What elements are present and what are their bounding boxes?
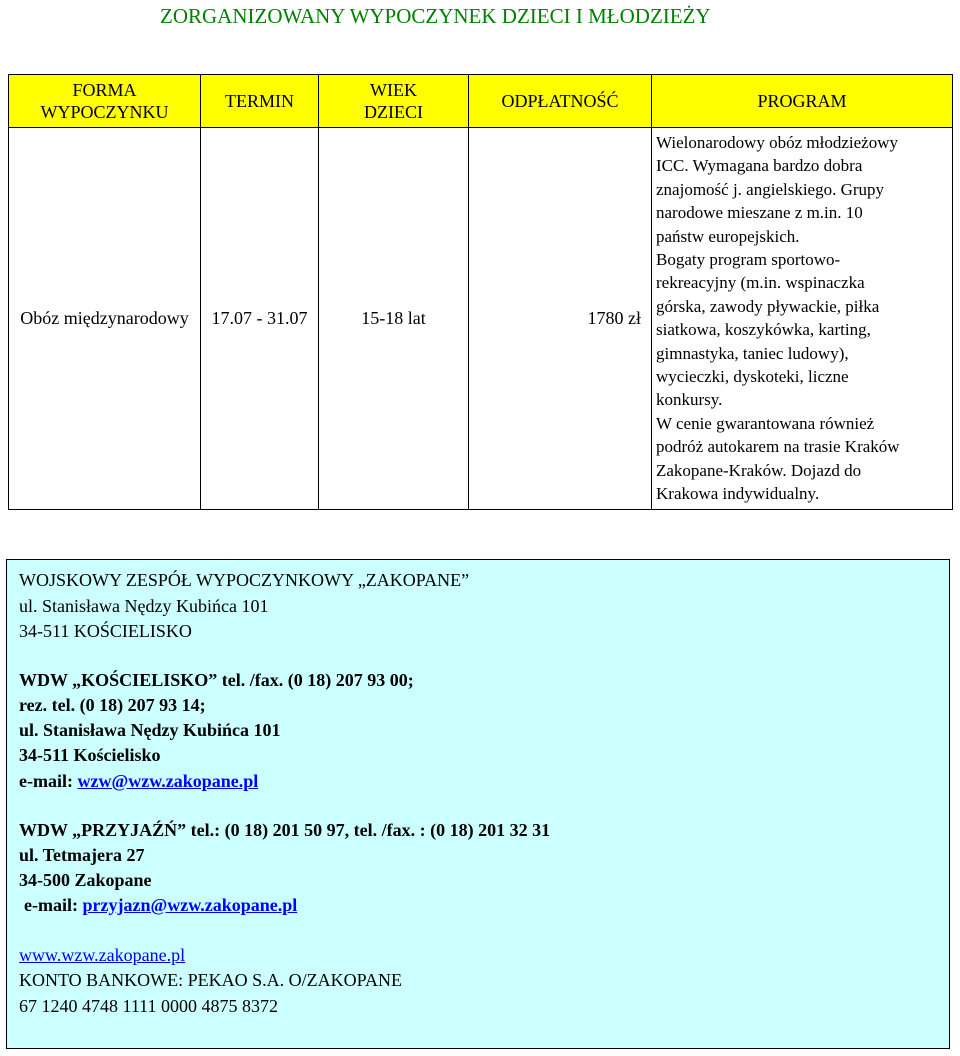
offer-table	[8, 74, 953, 510]
program-line: gimnastyka, taniec ludowy),	[656, 343, 849, 363]
bank-account: 67 1240 4748 1111 0000 4875 8372	[19, 996, 278, 1016]
program-line: Zakopane-Kraków. Dojazd do	[656, 460, 862, 480]
cell-term: 17.07 - 31.07	[201, 128, 319, 510]
program-line: Wielonarodowy obóz młodzieżowy	[656, 133, 898, 152]
program-line: konkursy.	[656, 390, 723, 410]
email-link-przyjazn[interactable]: przyjazn@wzw.zakopane.pl	[82, 895, 298, 915]
wdw-koscielisko-email-line	[19, 771, 258, 792]
contact-box	[6, 559, 950, 1049]
wdw-koscielisko-city: 34-511 Kościelisko	[19, 745, 161, 765]
program-line: podróż autokarem na trasie Kraków	[656, 437, 900, 457]
org-street: ul. Stanisława Nędzy Kubińca 101	[19, 596, 269, 616]
wdw-przyjazn-city: 34-500 Zakopane	[19, 870, 152, 890]
wdw-przyjazn-street: ul. Tetmajera 27	[19, 845, 145, 865]
wdw-przyjazn-phone: WDW „PRZYJAŹŃ” tel.: (0 18) 201 50 97, tel. /fax. : (0 18) 201 32 31	[19, 820, 551, 840]
program-line: siatkowa, koszykówka, karting,	[656, 320, 871, 340]
program-line: rekreacyjny (m.in. wspinaczka	[656, 273, 865, 293]
wdw-przyjazn-email-line	[24, 895, 297, 916]
org-name: WOJSKOWY ZESPÓŁ WYPOCZYNKOWY „ZAKOPANE”	[19, 570, 470, 590]
program-line: W cenie gwarantowana również	[656, 413, 875, 433]
wdw-koscielisko-street: ul. Stanisława Nędzy Kubińca 101	[19, 720, 281, 740]
program-line: narodowe mieszane z m.in. 10	[656, 203, 863, 223]
email-label: e-mail:	[24, 895, 83, 915]
wdw-koscielisko-phone: WDW „KOŚCIELISKO” tel. /fax. (0 18) 207 93 00;	[19, 670, 414, 690]
program-line: górska, zawody pływackie, piłka	[656, 296, 880, 316]
header-program: PROGRAM	[652, 75, 953, 128]
cell-age: 15-18 lat	[319, 128, 469, 510]
program-line: wycieczki, dyskoteki, liczne	[656, 367, 849, 387]
header-age: WIEK DZIECI	[319, 75, 469, 128]
header-form: FORMA WYPOCZYNKU	[9, 75, 201, 128]
cell-program	[652, 128, 953, 510]
program-line: Krakowa indywidualny.	[656, 484, 820, 504]
page-title: ZORGANIZOWANY WYPOCZYNEK DZIECI I MŁODZIEŻY	[160, 4, 711, 28]
table-row	[9, 128, 953, 510]
org-city: 34-511 KOŚCIELISKO	[19, 621, 192, 641]
website-link[interactable]: www.wzw.zakopane.pl	[19, 945, 186, 965]
header-fee: ODPŁATNOŚĆ	[469, 75, 652, 128]
website-line	[19, 945, 185, 966]
bank-name: KONTO BANKOWE: PEKAO S.A. O/ZAKOPANE	[19, 970, 403, 990]
cell-fee: 1780 zł	[469, 128, 652, 510]
header-term: TERMIN	[201, 75, 319, 128]
email-label: e-mail:	[19, 771, 78, 791]
table-header-row	[9, 75, 953, 128]
program-line: znajomość j. angielskiego. Grupy	[656, 179, 885, 199]
email-link-wzw[interactable]: wzw@wzw.zakopane.pl	[77, 771, 259, 791]
program-line: Bogaty program sportowo-	[656, 250, 841, 270]
program-line: państw europejskich.	[656, 226, 800, 246]
wdw-koscielisko-reservation: rez. tel. (0 18) 207 93 14;	[19, 695, 206, 715]
program-line: ICC. Wymagana bardzo dobra	[656, 156, 863, 176]
cell-form: Obóz międzynarodowy	[9, 128, 201, 510]
